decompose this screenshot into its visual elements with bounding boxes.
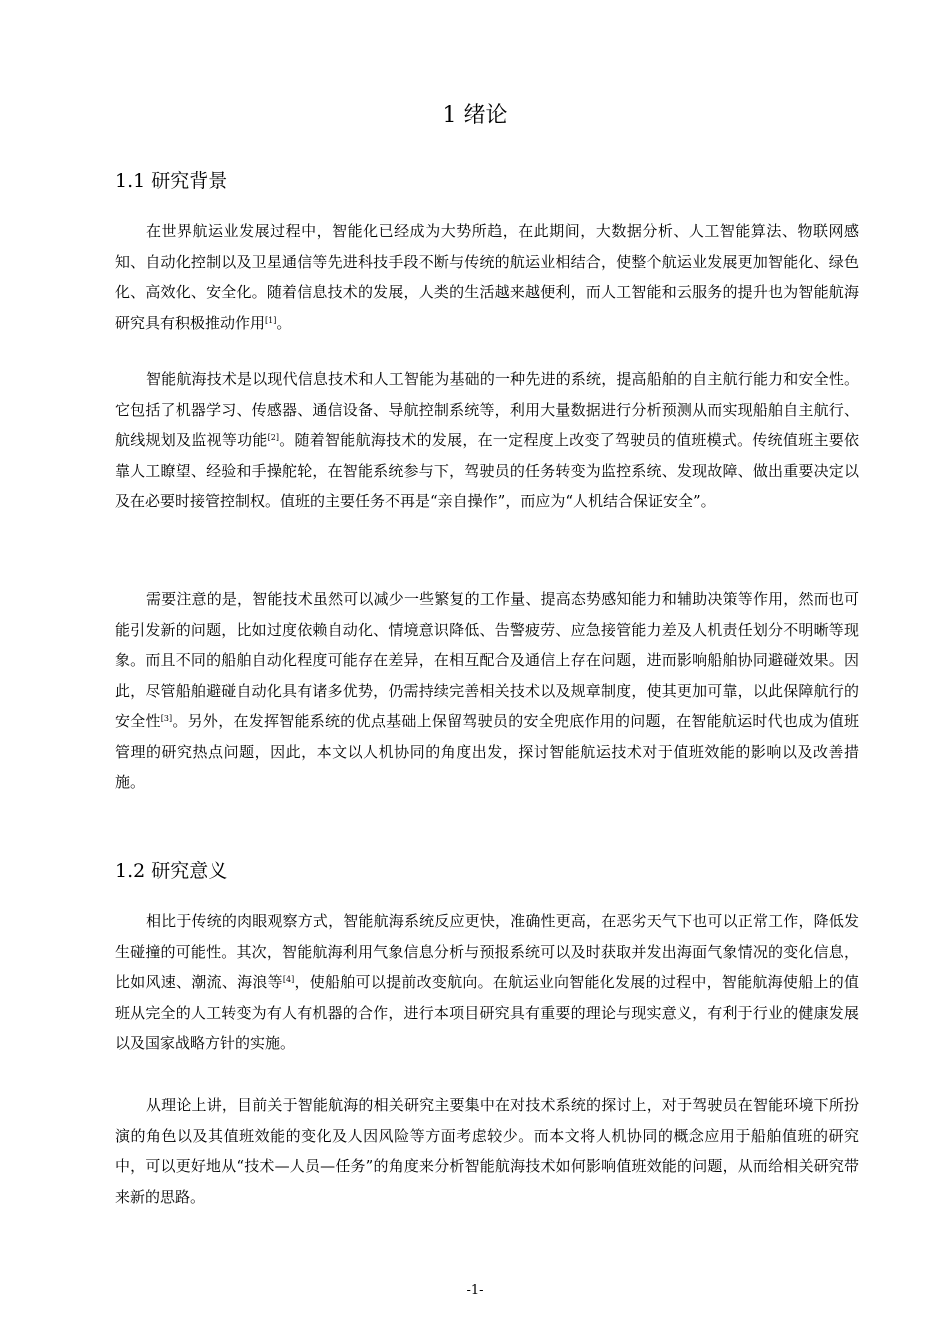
paragraph-text: 相比于传统的肉眼观察方式，智能航海系统反应更快，准确性更高，在恶劣天气下也可以正常工作，降低发生碰撞的可能性。其次，智能航海利用气象信息分析与预报系统可以及时获取并发出海面气象情况的变化信息，比如风速、潮流、海浪等	[115, 912, 859, 991]
paragraph-text: 智能航海技术是以现代信息技术和人工智能为基础的一种先进的系统，提高船舶的自主航行能力和安全性。它包括了机器学习、传感器、通信设备、导航控制系统等，利用大量数据进行分析预测从而实现船舶自主航行、航线规划及监视等功能	[115, 370, 859, 449]
citation-ref: [3]	[160, 714, 173, 723]
paragraph-text: 在世界航运业发展过程中，智能化已经成为大势所趋，在此期间，大数据分析、人工智能算法、物联网感知、自动化控制以及卫星通信等先进科技手段不断与传统的航运业相结合，使整个航运业发展更加智能化、绿色化、高效化、安全化。随着信息技术的发展，人类的生活越来越便利，而人工智能和云服务的提升也为智能航海研究具有积极推动作用	[115, 222, 859, 332]
section-title-background: 1.1 研究背景	[115, 170, 228, 192]
paragraph-text-tail: ，使船舶可以提前改变航向。在航运业向智能化发展的过程中，智能航海使船上的值班从完全的人工转变为有人有机器的合作，进行本项目研究具有重要的理论与现实意义，有利于行业的健康发展以及国家战略方针的实施。	[115, 973, 859, 1052]
paragraph-text: 需要注意的是，智能技术虽然可以减少一些繁复的工作量、提高态势感知能力和辅助决策等作用，然而也可能引发新的问题，比如过度依赖自动化、情境意识降低、告警疲劳、应急接管能力差及人机责任划分不明晰等现象。而且不同的船舶自动化程度可能存在差异，在相互配合及通信上存在问题，进而影响船舶协同避碰效果。因此，尽管船舶避碰自动化具有诸多优势，仍需持续完善相关技术以及规章制度，使其更加可靠，以此保障航行的安全性	[115, 590, 859, 730]
paragraph	[115, 1090, 859, 1212]
citation-ref: [2]	[267, 433, 279, 442]
paragraph	[115, 906, 859, 1059]
paragraph	[115, 216, 859, 338]
page-number: -1-	[466, 1283, 484, 1298]
citation-ref: [4]	[282, 975, 295, 984]
section-title-significance: 1.2 研究意义	[115, 860, 228, 882]
paragraph	[115, 364, 859, 517]
paragraph-text-tail: 。另外，在发挥智能系统的优点基础上保留驾驶员的安全兜底作用的问题，在智能航运时代也成为值班管理的研究热点问题，因此，本文以人机协同的角度出发，探讨智能航运技术对于值班效能的影响以及改善措施。	[115, 712, 859, 791]
chapter-title: 1 绪论	[442, 103, 508, 128]
paragraph-text-tail: 。随着智能航海技术的发展，在一定程度上改变了驾驶员的值班模式。传统值班主要依靠人工瞭望、经验和手操舵轮，在智能系统参与下，驾驶员的任务转变为监控系统、发现故障、做出重要决定以及在必要时接管控制权。值班的主要任务不再是“亲自操作”，而应为“人机结合保证安全”。	[115, 431, 859, 510]
paragraph	[115, 584, 859, 798]
citation-ref: [1]	[265, 315, 277, 325]
paragraph-text-tail: 。	[276, 313, 292, 332]
paragraph-text: 从理论上讲，目前关于智能航海的相关研究主要集中在对技术系统的探讨上，对于驾驶员在智能环境下所扮演的角色以及其值班效能的变化及人因风险等方面考虑较少。而本文将人机协同的概念应用于船舶值班的研究中，可以更好地从“技术—人员—任务”的角度来分析智能航海技术如何影响值班效能的问题，从而给相关研究带来新的思路。	[115, 1096, 859, 1206]
